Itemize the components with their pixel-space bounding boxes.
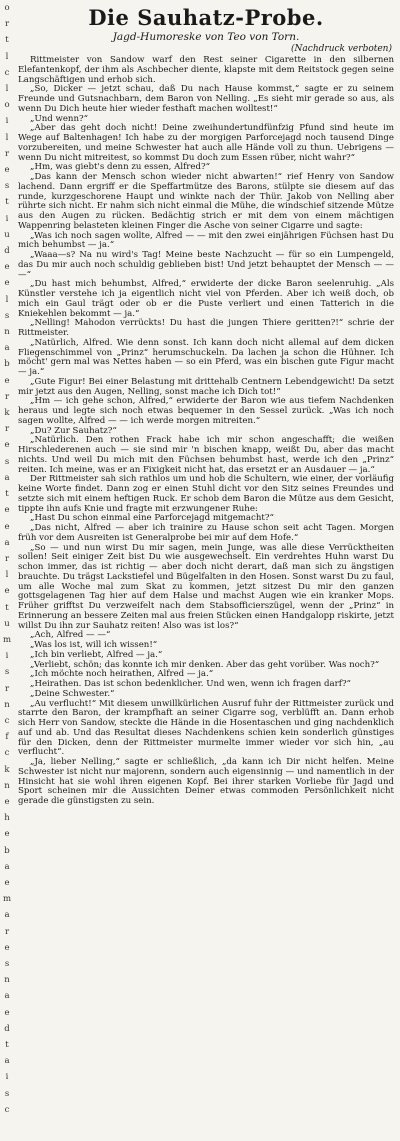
margin-letter: r xyxy=(4,683,10,694)
margin-letter: e xyxy=(4,505,10,516)
reprint-notice: (Nachdruck verboten) xyxy=(291,44,392,54)
article-paragraph: „Du hast mich behumbst, Alfred,“ erwiderte der dicke Baron seelenruhig. „Als Künstler verstehe ich ja eigentlich nicht viel von Pferden. Aber ich weiß doch, ob mich ein Gaul trägt oder ob er die Puste verliert und einen Tatterich in die Kniekehlen bekommt — ja.“ xyxy=(18,279,394,319)
margin-letter: k xyxy=(4,408,10,419)
margin-letter: n xyxy=(4,327,10,338)
margin-letter: r xyxy=(4,19,10,30)
article-paragraph: Rittmeister von Sandow warf den Rest seiner Cigarette in den silbernen Elefantenkopf, der ihm als Aschbecher diente, klapste mit dem Reitstock gegen seine Langschäftigen und erhob sich. xyxy=(18,55,394,85)
article-title: Die Sauhatz-Probe. xyxy=(88,5,324,30)
article-paragraph: „Waaa—s? Na nu wird's Tag! Meine beste Nachzucht — für so ein Lumpengeld, das Du mir auch noch schuldig geblieben bist! Und jetzt behauptet der Mensch — — —“ xyxy=(18,250,394,280)
margin-letter: c xyxy=(4,748,10,759)
margin-letter: a xyxy=(4,1056,10,1067)
article-paragraph: „Du? Zur Sauhatz?“ xyxy=(30,425,117,436)
margin-letter: s xyxy=(4,667,10,678)
margin-letter: u xyxy=(4,229,10,240)
margin-letter: f xyxy=(5,732,9,743)
margin-letter: s xyxy=(4,456,10,467)
article-paragraph: „Was los ist, will ich wissen!“ xyxy=(30,640,158,650)
article xyxy=(18,0,394,1141)
article-paragraph: „Verliebt, schön; das konnte ich mir denken. Aber das geht vorüber. Was noch?“ xyxy=(30,659,380,670)
margin-letter: a xyxy=(4,910,10,921)
margin-letter: e xyxy=(4,1007,10,1018)
margin-letter: a xyxy=(4,343,10,354)
margin-letter: a xyxy=(4,472,10,483)
margin-letter: t xyxy=(5,1040,9,1050)
margin-letter: m xyxy=(2,634,12,645)
article-paragraph: „Natürlich. Den rothen Frack habe ich mir schon angeschafft; die weißen Hirschlederenen auch — sie sind mir 'n bischen knapp, weißt Du, aber das macht nichts. Und weil Du mich mit den Füchsen behumbst hast, werde ich den „Prinz“ reiten. Ich meine, was er an Fixigkeit nicht hat, das ersetzt er an Ausdauer — ja.“ xyxy=(18,435,394,475)
margin-letter: s xyxy=(4,958,10,969)
article-paragraph: „Das nicht, Alfred — aber ich trainire zu Hause schon seit acht Tagen. Morgen früh vor dem Ausreiten ist Generalprobe bei mir auf dem Hofe.“ xyxy=(18,523,394,543)
margin-strip xyxy=(0,0,14,1141)
margin-letter: d xyxy=(4,1023,10,1034)
margin-letter: e xyxy=(4,829,10,840)
margin-letter: i xyxy=(5,116,9,127)
margin-letter: t xyxy=(5,35,9,46)
article-paragraph: „Was ich noch sagen wollte, Alfred — — mit den zwei einjährigen Füchsen hast Du mich behumbst — ja.“ xyxy=(18,230,394,251)
article-subtitle: Jagd-Humoreske von Teo von Torn. xyxy=(112,31,300,43)
margin-letter: e xyxy=(4,262,10,273)
article-paragraph: „Hm — ich gehe schon, Alfred,“ erwiderte der Baron wie aus tiefem Nachdenken heraus und legte sich noch etwas bequemer in den Sessel zurück. „Was ich noch sagen wollte, Alfred — — ich werde morgen mitreiten.“ xyxy=(18,396,394,426)
margin-letter: m xyxy=(2,894,12,905)
article-paragraph: „Natürlich, Alfred. Wie denn sonst. Ich kann doch nicht allemal auf dem dicken Fliegenschimmel von „Prinz“ herumschuckeln. Da lachen ja schon die Hühner. Ich möcht' gern mal was Nettes haben — so ein Pferd, was ein bischen gute Figur macht — ja.“ xyxy=(18,337,394,377)
margin-letter: c xyxy=(4,67,10,78)
article-paragraph: „Au verflucht!“ Mit diesem unwillkürlichen Ausruf fuhr der Rittmeister zurück und starrte den Baron, der krampfhaft an seiner Cigarre sog, verblüfft an. Dann erhob sich Herr von Sandow, steckte die Hände in die Hosentaschen und ging nachdenklich auf und ab. Und das Resultat dieses Nachdenkens schien kein sonderlich günstiges für den Dicken, denn der Rittmeister murmelte immer wieder vor sich hin, „au verflucht“. xyxy=(18,698,394,758)
margin-letter: e xyxy=(4,942,10,953)
article-paragraph: „Ja, lieber Nelling,“ sagte er schließlich, „da kann ich Dir nicht helfen. Meine Schwester ist nicht nur majorenn, sondern auch eigensinnig — und namentlich in der Hinsicht hat sie wohl ihren eigenen Kopf. Bei ihrer starken Vorliebe für Jagd und Sport scheinen mir die Aussichten Deiner etwas commoden Persönlichkeit nicht gerade die günstigsten zu sein. xyxy=(18,757,394,806)
margin-letter: e xyxy=(4,586,10,597)
margin-letter: h xyxy=(4,813,10,824)
margin-letter: t xyxy=(5,489,9,500)
margin-letter: d xyxy=(4,246,10,257)
margin-letter: s xyxy=(4,1088,10,1099)
margin-letter: n xyxy=(4,780,10,791)
margin-letter: e xyxy=(4,796,10,807)
margin-letter: l xyxy=(5,84,9,95)
margin-letter: i xyxy=(5,651,9,662)
margin-letter: r xyxy=(4,553,10,564)
margin-letter: k xyxy=(4,764,10,775)
article-paragraph: Der Rittmeister sah sich rathlos um und hob die Schultern, wie einer, der vorläufig keine Worte findet. Dann zog er einen Stuhl dicht vor den Sitz seines Freundes und setzte sich mit einem heftigen Ruck. Er schob dem Baron die Mütze aus dem Gesicht, tippte ihn aufs Knie und fragte mit erzwungener Ruhe: xyxy=(18,474,394,514)
article-paragraph: „Deine Schwester.“ xyxy=(30,688,115,699)
margin-letter: r xyxy=(4,424,10,435)
article-body xyxy=(18,56,394,807)
margin-letter: t xyxy=(5,197,9,208)
margin-letter: l xyxy=(5,570,9,581)
article-paragraph: „Ich bin verliebt, Alfred — ja.“ xyxy=(30,649,163,660)
margin-letter: e xyxy=(4,165,10,176)
margin-letter: r xyxy=(4,148,10,159)
margin-letter: o xyxy=(4,3,10,13)
margin-letter: t xyxy=(5,602,9,613)
margin-letter: i xyxy=(5,1072,9,1083)
margin-letter: r xyxy=(4,391,10,402)
margin-letter: n xyxy=(4,975,10,986)
margin-letter: a xyxy=(4,861,10,872)
margin-letter: a xyxy=(4,991,10,1002)
margin-letter: b xyxy=(4,845,10,856)
article-paragraph: „Gute Figur! Bei einer Belastung mit drittehalb Centnern Lebendgewicht! Da setzt mir jetzt aus den Augen, Nelling, sonst mache ich Dich tot!“ xyxy=(18,376,394,397)
margin-letter: b xyxy=(4,359,10,370)
margin-letter: s xyxy=(4,181,10,192)
margin-letter: e xyxy=(4,521,10,532)
margin-letter: s xyxy=(4,310,10,321)
article-paragraph: „Nelling! Mahodon verrückts! Du hast die jungen Thiere geritten?!“ schrie der Rittmeister. xyxy=(18,318,394,338)
margin-letter: o xyxy=(4,100,10,111)
margin-letter: u xyxy=(4,618,10,629)
margin-letter: r xyxy=(4,926,10,937)
article-paragraph: „Das kann der Mensch schon wieder nicht abwarten!“ rief Henry von Sandow lachend. Dann ergriff er die Speffartmütze des Barons, stülpte sie diesem auf das runde, kurzgeschorene Haupt und winkte nach der Thür. Jakob von Nelling aber rührte sich nicht. Er nahm sich nicht einmal die Mühe, die windschief sitzende Mütze aus den Augen zu rücken. Bedächtig strich er mit dem von einem mächtigen Wappenring belasteten kleinen Finger die Asche von seiner Cigarre und sagte: xyxy=(18,172,394,231)
margin-letter: e xyxy=(4,440,10,451)
margin-letter: c xyxy=(4,715,10,726)
article-paragraph: „Hast Du schon einmal eine Parforcejagd mitgemacht?“ xyxy=(30,513,274,524)
article-paragraph: „Heirathen. Das ist schon bedenklicher. Und wen, wenn ich fragen darf?“ xyxy=(30,679,351,689)
margin-letter: l xyxy=(5,51,9,62)
margin-letter: l xyxy=(5,294,9,305)
article-paragraph: „Ach, Alfred — —“ xyxy=(30,630,111,641)
article-paragraph: „So, Dicker — jetzt schau, daß Du nach Hause kommst,“ sagte er zu seinem Freunde und Gutsnachbarn, dem Baron von Nelling. „Es sieht mir gerade so aus, als wenn Du Dich heute hier wieder festhaft machen wolltest!“ xyxy=(18,84,394,114)
margin-letter: e xyxy=(4,278,10,289)
margin-letter: e xyxy=(4,375,10,386)
margin-letter: e xyxy=(4,877,10,888)
margin-letter: c xyxy=(4,1104,10,1115)
margin-letter: l xyxy=(5,132,9,143)
article-paragraph: „Hm, was giebt's denn zu essen, Alfred?“ xyxy=(30,162,210,173)
article-paragraph: „Aber das geht doch nicht! Deine zweihundertundfünfzig Pfund sind heute im Wege auf Baltenhagen! Ich habe zu der morgigen Parforcejagd noch tausend Dinge vorzubereiten, und meine Schwester hat auch alle Hände voll zu thun. Uebrigens — wenn Du nicht mitreitest, so kommst Du doch zum Essen rüber, nicht wahr?“ xyxy=(18,123,394,163)
margin-letter: a xyxy=(4,537,10,548)
article-paragraph: „Und wenn?“ xyxy=(30,113,88,124)
margin-letter: n xyxy=(4,699,10,710)
article-paragraph: „So — und nun wirst Du mir sagen, mein Junge, was alle diese Verrücktheiten sollen! Seit einiger Zeit bist Du wie ausgewechselt. Ein verdrehtes Huhn warst Du schon immer, das ist richtig — aber doch nicht derart, daß man sich zu ängstigen brauchte. Du trägst Lackstiefel und Bügelfalten in den Hosen. Sonst warst Du zu faul, um alle Woche mal zum Skat zu kommen, jetzt sitzest Du mir den ganzen gottsgelagenen Tag hier auf dem Halse und machst Augen wie ein kranker Mops. Früher grifftst Du verzweifelt nach dem Stabsofficierszügel, wenn der „Prinz“ in Erinnerung an bessere Zeiten mal aus freien Stücken einen Handgalopp riskirte, jetzt willst Du ihn zur Sauhatz reiten! Also was ist los?“ xyxy=(18,542,394,631)
article-paragraph: „Ich möchte noch heirathen, Alfred — ja.“ xyxy=(30,669,214,680)
margin-letter: i xyxy=(5,213,9,224)
